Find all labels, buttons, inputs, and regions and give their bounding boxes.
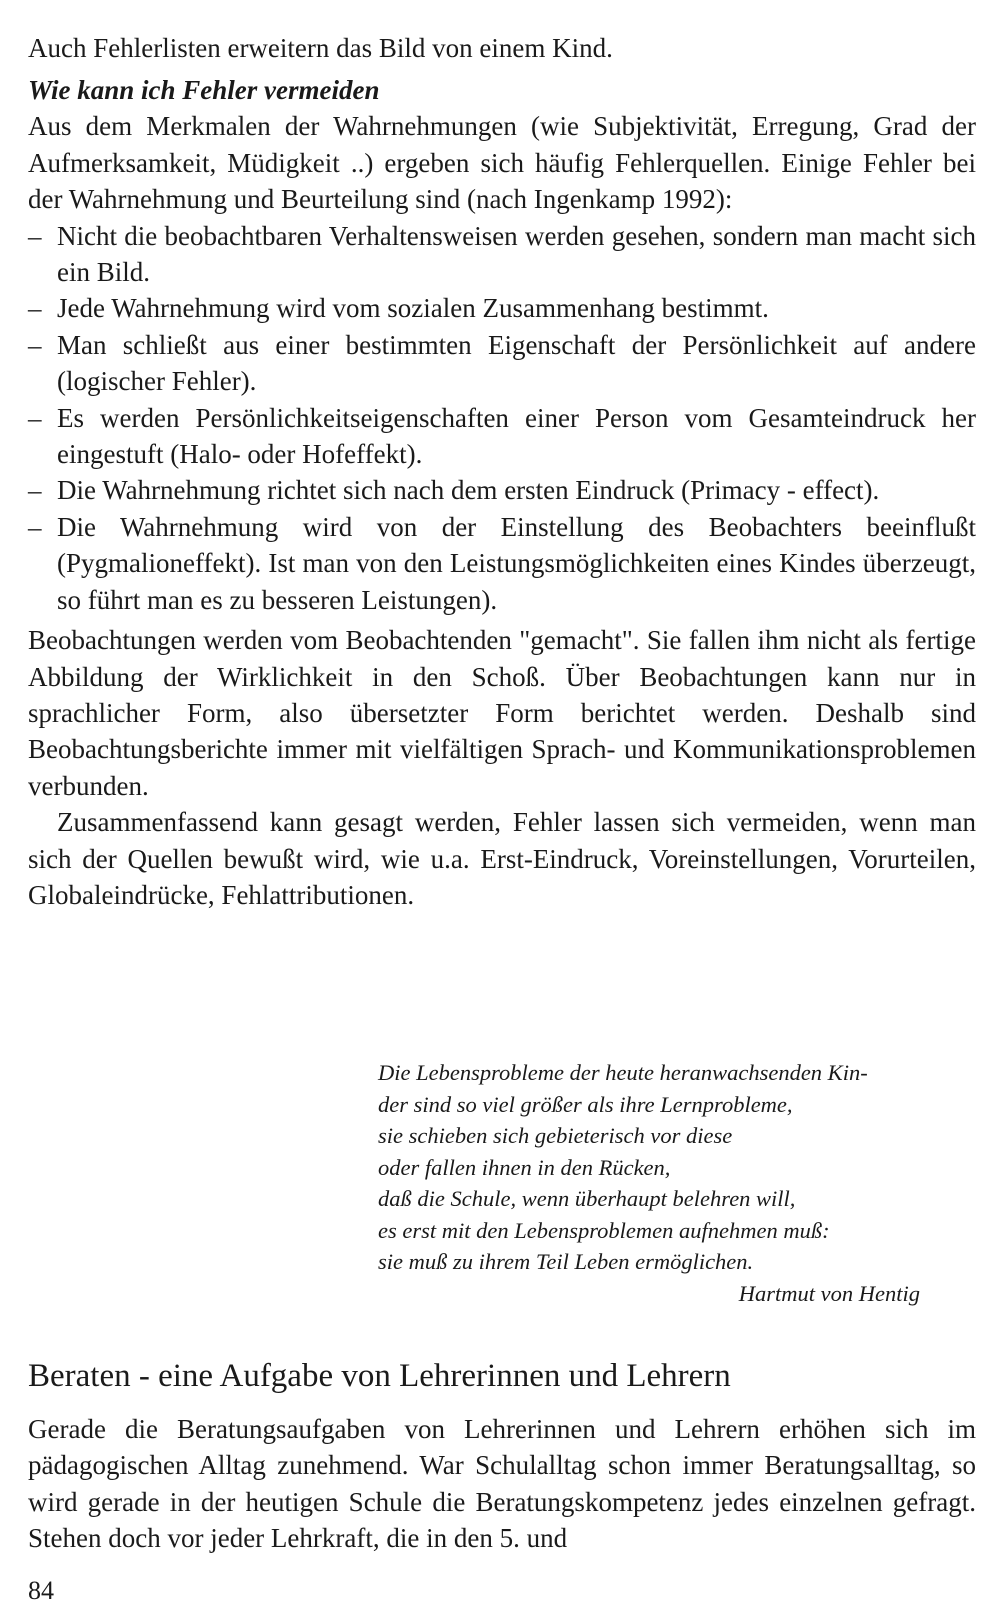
list-item-text: Man schließt aus einer bestimmten Eigenschaft der Persönlichkeit auf andere (logischer Fehler). (57, 329, 976, 397)
quote-line: der sind so viel größer als ihre Lernprobleme, (378, 1091, 793, 1117)
epigraph-quote (378, 1057, 972, 1309)
list-item-text: Es werden Persönlichkeitseigenschaften einer Person vom Gesamteindruck her eingestuft (Halo- oder Hofeffekt). (57, 402, 976, 470)
list-item (28, 327, 976, 400)
list-item (28, 472, 976, 508)
quote-line: es erst mit den Lebensproblemen aufnehmen muß: (378, 1217, 830, 1243)
list-item (28, 218, 976, 291)
quote-line: daß die Schule, wenn überhaupt belehren will, (378, 1186, 796, 1211)
page-number: 84 (28, 1576, 54, 1605)
list-dash: – (28, 329, 42, 360)
quote-author: Hartmut von Hentig (738, 1280, 920, 1306)
list-item-text: Nicht die beobachtbaren Verhaltensweisen werden gesehen, sondern man macht sich ein Bild. (57, 220, 976, 288)
paragraph-3: Zusammenfassend kann gesagt werden, Fehler lassen sich vermeiden, wenn man sich der Quellen bewußt wird, wie u.a. Erst-Eindruck, Voreinstellungen, Vorurteilen, Globaleindrücke, Fehlattributionen. (28, 807, 976, 910)
list-dash: – (28, 511, 42, 542)
list-item-text: Die Wahrnehmung richtet sich nach dem ersten Eindruck (Primacy - effect). (57, 475, 880, 506)
quote-line: sie schieben sich gebieterisch vor diese (378, 1123, 733, 1148)
list-item-text: Die Wahrnehmung wird von der Einstellung des Beobachters beeinflußt (Pygmalioneffekt). Ist man von den Leistungsmöglichkeiten eines Kindes überzeugt, so führt man es zu besseren Leistungen). (57, 511, 976, 615)
section-heading: Beraten - eine Aufgabe von Lehrerinnen und Lehrern (28, 1358, 731, 1394)
list-item (28, 400, 976, 473)
section-body (28, 1411, 976, 1557)
list-item-text: Jede Wahrnehmung wird vom sozialen Zusammenhang bestimmt. (57, 293, 769, 324)
list-dash: – (28, 220, 42, 251)
intro-line: Auch Fehlerlisten erweitern das Bild von einem Kind. (28, 33, 613, 63)
paragraph-2: Beobachtungen werden vom Beobachtenden "gemacht". Sie fallen ihm nicht als fertige Abbildung der Wirklichkeit in den Schoß. Über Beobachtungen kann nur in sprachlicher Form, also übersetzter Form berichtet werden. Deshalb sind Beobachtungsberichte immer mit vielfältigen Sprach- und Kommunikationsproblemen verbunden. (28, 625, 976, 801)
paragraph-1: Aus dem Merkmalen der Wahrnehmungen (wie Subjektivität, Erregung, Grad der Aufmerksamkeit, Müdigkeit ..) ergeben sich häufig Fehlerquellen. Einige Fehler bei der Wahrnehmung und Beurteilung sind (nach Ingenkamp 1992): (28, 111, 976, 215)
quote-line: sie muß zu ihrem Teil Leben ermöglichen. (378, 1249, 754, 1274)
list-dash: – (28, 475, 42, 506)
quote-line: oder fallen ihnen in den Rücken, (378, 1154, 671, 1180)
list-item (28, 509, 976, 618)
quote-line: Die Lebensprobleme der heute heranwachsenden Kin- (378, 1060, 868, 1085)
main-text-column (28, 30, 976, 913)
section-paragraph: Gerade die Beratungsaufgaben von Lehrerinnen und Lehrern erhöhen sich im pädagogischen Alltag zunehmend. War Schulalltag schon immer Beratungsalltag, so wird gerade in der heutigen Schule die Beratungskompetenz jedes einzelnen gefragt. Stehen doch vor jeder Lehrkraft, die in den 5. und (28, 1414, 976, 1554)
subheading: Wie kann ich Fehler vermeiden (28, 75, 380, 106)
list-dash: – (28, 402, 42, 433)
list-item (28, 290, 976, 326)
list-dash: – (28, 293, 42, 324)
error-list (28, 218, 976, 618)
